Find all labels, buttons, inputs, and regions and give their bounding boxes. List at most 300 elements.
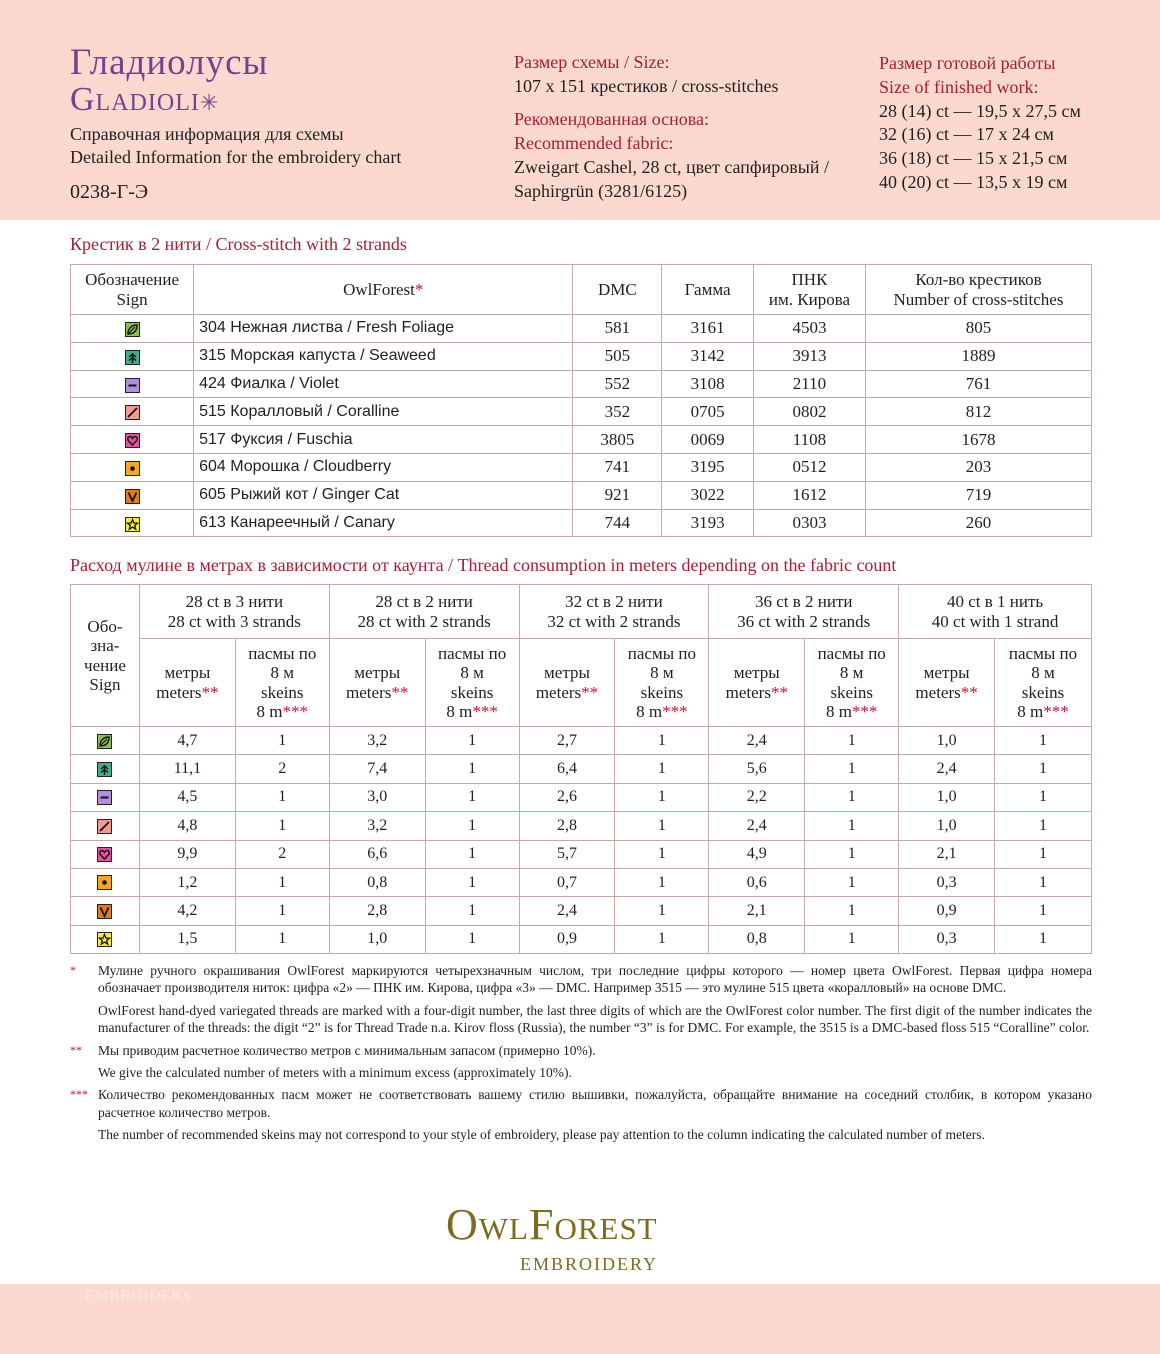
skeins-cell: 1	[995, 868, 1092, 896]
meters-cell: 2,7	[519, 727, 615, 755]
meters-ru: метры	[164, 663, 211, 682]
gamma-cell: 3108	[662, 370, 754, 398]
pnk-cell: 2110	[754, 370, 866, 398]
meters-header	[899, 639, 995, 727]
skeins-4: 8 m	[446, 702, 473, 721]
skeins-cell: 1	[805, 925, 899, 953]
skeins-cell: 1	[615, 840, 709, 868]
pnk-cell: 0802	[754, 398, 866, 426]
skeins-4-line	[236, 702, 329, 722]
skeins-1: пасмы по	[817, 643, 886, 663]
meters-cell: 3,0	[329, 783, 425, 811]
header-owlforest-text: OwlForest	[343, 279, 415, 299]
color-row	[71, 342, 1092, 370]
meters-cell: 2,4	[709, 812, 805, 840]
count-cell: 719	[865, 481, 1091, 509]
consumption-row	[71, 812, 1092, 840]
skeins-cell: 1	[615, 755, 709, 783]
count-cell: 260	[865, 509, 1091, 537]
meters-cell: 0,9	[899, 897, 995, 925]
pnk-cell: 3913	[754, 342, 866, 370]
fabric-block	[514, 107, 829, 203]
fabric-label-ru: Рекомендованная основа:	[514, 109, 710, 129]
footnote	[70, 1086, 1092, 1121]
finished-size-1: 28 (14) ct — 19,5 x 27,5 см	[879, 100, 1081, 121]
meters-cell: 2,4	[899, 755, 995, 783]
skeins-cell: 1	[235, 783, 329, 811]
footnote	[70, 1126, 1092, 1143]
meters-mark: **	[201, 682, 219, 702]
meters-cell: 0,8	[709, 925, 805, 953]
meters-cell: 1,0	[329, 925, 425, 953]
footnote-text: Мы приводим расчетное количество метров с минимальным запасом (примерно 10%).	[98, 1042, 596, 1058]
pnk-cell: 0512	[754, 453, 866, 481]
meters-header	[519, 639, 615, 727]
gamma-cell: 3161	[662, 315, 754, 343]
t2-sign-1: Обо-	[87, 616, 123, 636]
meters-cell: 3,2	[329, 812, 425, 840]
meters-cell: 1,0	[899, 783, 995, 811]
skeins-cell: 1	[995, 783, 1092, 811]
skeins-cell: 1	[615, 783, 709, 811]
sign-cell	[71, 925, 140, 953]
meters-mark: **	[960, 682, 978, 702]
meters-cell: 2,8	[329, 897, 425, 925]
fabric-value-2: Saphirgrün (3281/6125)	[514, 181, 688, 201]
footnote-text: OwlForest hand-dyed variegated threads are marked with a four-digit number, the last three digits of which are the OwlForest color number. The first digit of the number indicates the manufacturer of the threads: the digit “2” is for Thread Trade n.a. Kirov floss (Russia), the number “3” is for DMC. For example, the 3515 is a DMC-based floss 515 “Coralline” color.	[98, 1002, 1092, 1036]
skeins-cell: 1	[425, 897, 519, 925]
skeins-cell: 1	[235, 925, 329, 953]
gamma-cell: 3193	[662, 509, 754, 537]
footnote	[70, 962, 1092, 997]
meters-en-line	[709, 683, 804, 703]
meters-cell: 5,7	[519, 840, 615, 868]
sign-cell	[71, 342, 194, 370]
gamma-cell: 0069	[662, 426, 754, 454]
meters-cell: 5,6	[709, 755, 805, 783]
skeins-cell: 1	[805, 897, 899, 925]
fabric-group-header	[519, 585, 709, 639]
gamma-cell: 3142	[662, 342, 754, 370]
sign-cell	[71, 868, 140, 896]
meters-cell: 1,0	[899, 727, 995, 755]
skeins-cell: 1	[995, 897, 1092, 925]
footnote-text: The number of recommended skeins may not correspond to your style of embroidery, please pay attention to the column indicating the calculated number of meters.	[98, 1127, 985, 1143]
skeins-mark: ***	[282, 702, 309, 721]
meters-cell: 2,1	[899, 840, 995, 868]
fabric-group-header	[139, 585, 329, 639]
subtitle-en: Detailed Information for the embroidery chart	[70, 147, 402, 167]
meters-cell: 0,3	[899, 868, 995, 896]
sign-cell	[71, 370, 194, 398]
skeins-cell: 2	[235, 755, 329, 783]
skeins-header	[995, 639, 1092, 727]
header-sign-ru: Обозначение	[85, 269, 180, 289]
title-ru: Гладиолусы	[70, 42, 269, 83]
header-pnk	[754, 265, 866, 315]
pnk-cell: 0303	[754, 509, 866, 537]
meters-cell: 11,1	[139, 755, 235, 783]
meters-header	[329, 639, 425, 727]
group-en: 40 ct with 1 strand	[931, 611, 1059, 631]
skeins-cell: 1	[995, 755, 1092, 783]
meters-en-line	[140, 683, 235, 703]
skeins-cell: 1	[995, 727, 1092, 755]
meters-cell: 6,4	[519, 755, 615, 783]
owlforest-name: 304 Нежная листва / Fresh Foliage	[194, 315, 573, 343]
skeins-cell: 1	[235, 812, 329, 840]
meters-cell: 2,4	[709, 727, 805, 755]
consumption-row	[71, 840, 1092, 868]
header-gamma: Гамма	[662, 265, 754, 315]
meters-cell: 2,4	[519, 897, 615, 925]
skeins-4: 8 m	[825, 702, 852, 721]
skeins-cell: 1	[615, 925, 709, 953]
consumption-row	[71, 868, 1092, 896]
skeins-mark: ***	[472, 702, 498, 721]
group-ru: 28 ct в 3 нити	[185, 592, 284, 611]
leaf-icon	[97, 734, 112, 749]
colors-table	[70, 264, 1092, 537]
count-cell: 1678	[865, 426, 1091, 454]
t2-sign-4: Sign	[89, 675, 121, 694]
sign-cell	[71, 897, 140, 925]
skeins-cell: 1	[805, 868, 899, 896]
skeins-4: 8 m	[256, 702, 283, 721]
skeins-cell: 1	[805, 840, 899, 868]
sign-cell	[71, 426, 194, 454]
meters-en-line	[330, 683, 425, 703]
finished-size-3: 36 (18) ct — 15 x 21,5 см	[879, 148, 1068, 169]
skeins-1: пасмы по	[1008, 643, 1078, 663]
sign-cell	[71, 509, 194, 537]
size-label: Размер схемы / Size:	[514, 52, 670, 72]
fabric-label-en: Recommended fabric:	[514, 133, 674, 153]
thread-consumption-table	[70, 584, 1092, 954]
meters-cell: 2,8	[519, 812, 615, 840]
heart-icon	[97, 847, 112, 862]
skeins-cell: 1	[425, 755, 519, 783]
footnote	[70, 1002, 1092, 1037]
size-value: 107 x 151 крестиков / cross-stitches	[514, 76, 779, 96]
skeins-1: пасмы по	[627, 643, 696, 663]
meters-en: meters	[535, 682, 582, 702]
dmc-cell: 352	[573, 398, 662, 426]
meters-cell: 4,2	[139, 897, 235, 925]
table1-title: Крестик в 2 нити / Cross-stitch with 2 strands	[70, 234, 407, 254]
color-row	[71, 426, 1092, 454]
meters-en-line	[520, 683, 615, 703]
owlforest-logo-sub: EMBROIDERY	[520, 1254, 659, 1274]
skeins-1: пасмы по	[248, 643, 317, 663]
consumption-row	[71, 727, 1092, 755]
footnote-mark: *	[70, 963, 76, 977]
skeins-2: 8 м	[650, 663, 674, 682]
star-icon	[125, 517, 140, 532]
skeins-cell: 1	[425, 727, 519, 755]
skeins-4-line	[995, 702, 1091, 722]
count-cell: 805	[865, 315, 1091, 343]
footnote-mark: ***	[70, 1087, 88, 1102]
skeins-cell: 2	[235, 840, 329, 868]
skeins-4: 8 m	[1017, 702, 1044, 721]
t2-sign-2: зна-	[90, 636, 120, 655]
meters-cell: 1,2	[139, 868, 235, 896]
slash-icon	[125, 405, 140, 420]
dash-icon	[97, 790, 112, 805]
skeins-3: skeins	[830, 682, 873, 702]
sign-cell	[71, 315, 194, 343]
footnote	[70, 1042, 1092, 1059]
size-block	[514, 50, 778, 98]
skeins-cell: 1	[615, 868, 709, 896]
meters-ru: метры	[733, 663, 780, 682]
star-icon	[97, 932, 112, 947]
skeins-4-line	[615, 702, 708, 722]
skeins-2: 8 м	[460, 663, 484, 682]
meters-cell: 0,7	[519, 868, 615, 896]
sign-cell	[71, 481, 194, 509]
header-pnk-2: им. Кирова	[768, 289, 851, 309]
fabric-value-1: Zweigart Cashel, 28 ct, цвет сапфировый /	[514, 157, 829, 177]
meters-cell: 9,9	[139, 840, 235, 868]
meters-cell: 2,1	[709, 897, 805, 925]
group-ru: 40 ct в 1 нить	[946, 592, 1044, 611]
skeins-4: 8 m	[636, 702, 663, 721]
meters-cell: 4,8	[139, 812, 235, 840]
meters-cell: 2,2	[709, 783, 805, 811]
finished-size-4: 40 (20) ct — 13,5 x 19 см	[879, 171, 1068, 192]
dmc-cell: 505	[573, 342, 662, 370]
dmc-cell: 744	[573, 509, 662, 537]
finished-size-block	[879, 52, 1081, 195]
skeins-cell: 1	[995, 840, 1092, 868]
seaweed-icon	[125, 350, 140, 365]
skeins-cell: 1	[615, 727, 709, 755]
meters-cell: 6,6	[329, 840, 425, 868]
skeins-1: пасмы по	[437, 643, 507, 663]
group-ru: 32 ct в 2 нити	[565, 592, 663, 611]
skeins-cell: 1	[805, 812, 899, 840]
meters-cell: 1,5	[139, 925, 235, 953]
skeins-cell: 1	[615, 897, 709, 925]
meters-cell: 2,6	[519, 783, 615, 811]
title-en	[70, 83, 219, 117]
group-en: 28 ct with 3 strands	[167, 611, 301, 631]
skeins-3: skeins	[640, 682, 684, 702]
meters-cell: 0,3	[899, 925, 995, 953]
sign-cell	[71, 812, 140, 840]
skeins-cell: 1	[425, 840, 519, 868]
owlforest-name: 613 Канареечный / Canary	[194, 509, 573, 537]
skeins-header	[235, 639, 329, 727]
skeins-cell: 1	[805, 727, 899, 755]
consumption-row	[71, 925, 1092, 953]
skeins-3: skeins	[261, 682, 304, 702]
count-cell: 1889	[865, 342, 1091, 370]
skeins-cell: 1	[995, 925, 1092, 953]
meters-cell: 0,9	[519, 925, 615, 953]
dot-icon	[97, 875, 112, 890]
skeins-cell: 1	[425, 868, 519, 896]
count-cell: 812	[865, 398, 1091, 426]
meters-cell: 4,7	[139, 727, 235, 755]
dmc-cell: 552	[573, 370, 662, 398]
sign-cell	[71, 755, 140, 783]
owlforest-logo: OwlForest	[446, 1200, 658, 1249]
fabric-group-header	[899, 585, 1092, 639]
header-sign-en: Sign	[116, 289, 148, 309]
meters-en: meters	[156, 682, 202, 702]
skeins-2: 8 м	[839, 663, 864, 682]
footnote-mark: **	[70, 1042, 82, 1057]
skeins-2: 8 м	[270, 663, 295, 682]
meters-ru: метры	[544, 663, 590, 682]
header-pnk-1: ПНК	[791, 269, 828, 289]
sign-cell	[71, 727, 140, 755]
meters-ru: метры	[923, 663, 970, 682]
sign-cell	[71, 453, 194, 481]
meters-header	[709, 639, 805, 727]
skeins-cell: 1	[235, 868, 329, 896]
skeins-cell: 1	[805, 755, 899, 783]
footnote	[70, 1064, 1092, 1081]
skeins-cell: 1	[425, 925, 519, 953]
header-count-en: Number of cross-stitches	[893, 289, 1064, 309]
count-cell: 761	[865, 370, 1091, 398]
owlforest-name: 315 Морская капуста / Seaweed	[194, 342, 573, 370]
gamma-cell: 3022	[662, 481, 754, 509]
v-icon	[97, 904, 112, 919]
skeins-mark: ***	[662, 702, 688, 721]
group-en: 32 ct with 2 strands	[547, 611, 681, 631]
sign-cell	[71, 398, 194, 426]
footnote-text: Количество рекомендованных пасм может не соответствовать вашему стилю вышивки, пожалуйста, обращайте внимание на соседний столбик, в котором указано расчетное количество метров.	[98, 1087, 1092, 1120]
meters-en: meters	[346, 682, 392, 702]
meters-cell: 4,9	[709, 840, 805, 868]
skeins-cell: 1	[235, 897, 329, 925]
skeins-3: skeins	[450, 682, 494, 702]
color-row	[71, 453, 1092, 481]
owlforest-name: 424 Фиалка / Violet	[194, 370, 573, 398]
finished-size-2: 32 (16) ct — 17 x 24 см	[879, 124, 1054, 145]
skeins-cell: 1	[615, 812, 709, 840]
skeins-2: 8 м	[1031, 663, 1055, 682]
pnk-cell: 1108	[754, 426, 866, 454]
color-row	[71, 398, 1092, 426]
dash-icon	[125, 378, 140, 393]
dmc-cell: 581	[573, 315, 662, 343]
meters-mark: **	[581, 682, 599, 702]
skeins-4-line	[805, 702, 898, 722]
footnote-text: We give the calculated number of meters with a minimum excess (approximately 10%).	[98, 1065, 572, 1081]
skeins-mark: ***	[851, 702, 878, 721]
skeins-cell: 1	[995, 812, 1092, 840]
slash-icon	[97, 819, 112, 834]
footnote-text: Мулине ручного окрашивания OwlForest маркируются четырехзначным числом, три последние цифры которого — номер цвета OwlForest. Первая цифра номера обозначает производителя ниток: цифра «2» — ПНК им. Кирова, цифра «3» — DMC. Например 3515 — это мулине 515 цвета «коралловый» на основе DMC.	[98, 963, 1092, 996]
meters-cell: 1,0	[899, 812, 995, 840]
header-dmc: DMC	[573, 265, 662, 315]
leaf-icon	[125, 322, 140, 337]
dot-icon	[125, 461, 140, 476]
meters-ru: метры	[354, 663, 401, 682]
color-row	[71, 370, 1092, 398]
header-count	[865, 265, 1091, 315]
dmc-cell: 3805	[573, 426, 662, 454]
group-en: 36 ct with 2 strands	[737, 611, 871, 631]
sign-cell	[71, 783, 140, 811]
color-row	[71, 481, 1092, 509]
skeins-cell: 1	[425, 783, 519, 811]
consumption-row	[71, 755, 1092, 783]
header-count-ru: Кол-во крестиков	[915, 269, 1042, 289]
t2-sign-3: чение	[84, 655, 126, 675]
sign-cell	[71, 840, 140, 868]
title-en-text: Gladioli	[70, 81, 200, 118]
flower-star-icon: ✳	[199, 90, 220, 115]
meters-cell: 7,4	[329, 755, 425, 783]
skeins-header	[805, 639, 899, 727]
table2-title: Расход мулине в метрах в зависимости от каунта / Thread consumption in meters depending on the fabric count	[70, 555, 897, 575]
meters-cell: 0,6	[709, 868, 805, 896]
gamma-cell: 3195	[662, 453, 754, 481]
gamma-cell: 0705	[662, 398, 754, 426]
header-owlforest-mark: *	[414, 279, 424, 299]
footer-ghost-text: EMBROIDERY	[85, 1288, 194, 1304]
group-en: 28 ct with 2 strands	[357, 611, 491, 631]
skeins-3: skeins	[1021, 682, 1065, 702]
meters-cell: 0,8	[329, 868, 425, 896]
skeins-cell: 1	[425, 812, 519, 840]
meters-en: meters	[915, 682, 961, 702]
chart-code: 0238-Г-Э	[70, 181, 149, 203]
fabric-group-header	[329, 585, 519, 639]
header-owlforest	[194, 265, 573, 315]
seaweed-icon	[97, 762, 112, 777]
consumption-row	[71, 897, 1092, 925]
owlforest-name: 517 Фуксия / Fuschia	[194, 426, 573, 454]
group-ru: 36 ct в 2 нити	[754, 592, 853, 611]
subtitle-ru: Справочная информация для схемы	[70, 124, 344, 144]
skeins-header	[615, 639, 709, 727]
meters-en-line	[899, 683, 994, 703]
footnotes	[70, 962, 1092, 1149]
t2-header-sign	[71, 585, 140, 727]
meters-cell: 4,5	[139, 783, 235, 811]
color-row	[71, 509, 1092, 537]
skeins-header	[425, 639, 519, 727]
meters-mark: **	[391, 682, 409, 702]
finished-label-en: Size of finished work:	[879, 76, 1039, 97]
owlforest-name: 604 Морошка / Cloudberry	[194, 453, 573, 481]
v-icon	[125, 489, 140, 504]
meters-header	[139, 639, 235, 727]
skeins-cell: 1	[805, 783, 899, 811]
pnk-cell: 1612	[754, 481, 866, 509]
skeins-4-line	[426, 702, 519, 722]
owlforest-name: 515 Коралловый / Coralline	[194, 398, 573, 426]
pnk-cell: 4503	[754, 315, 866, 343]
dmc-cell: 741	[573, 453, 662, 481]
fabric-group-header	[709, 585, 899, 639]
dmc-cell: 921	[573, 481, 662, 509]
skeins-mark: ***	[1043, 702, 1069, 721]
meters-cell: 3,2	[329, 727, 425, 755]
header-sign	[71, 265, 194, 315]
meters-mark: **	[770, 682, 788, 702]
skeins-cell: 1	[235, 727, 329, 755]
owlforest-name: 605 Рыжий кот / Ginger Cat	[194, 481, 573, 509]
